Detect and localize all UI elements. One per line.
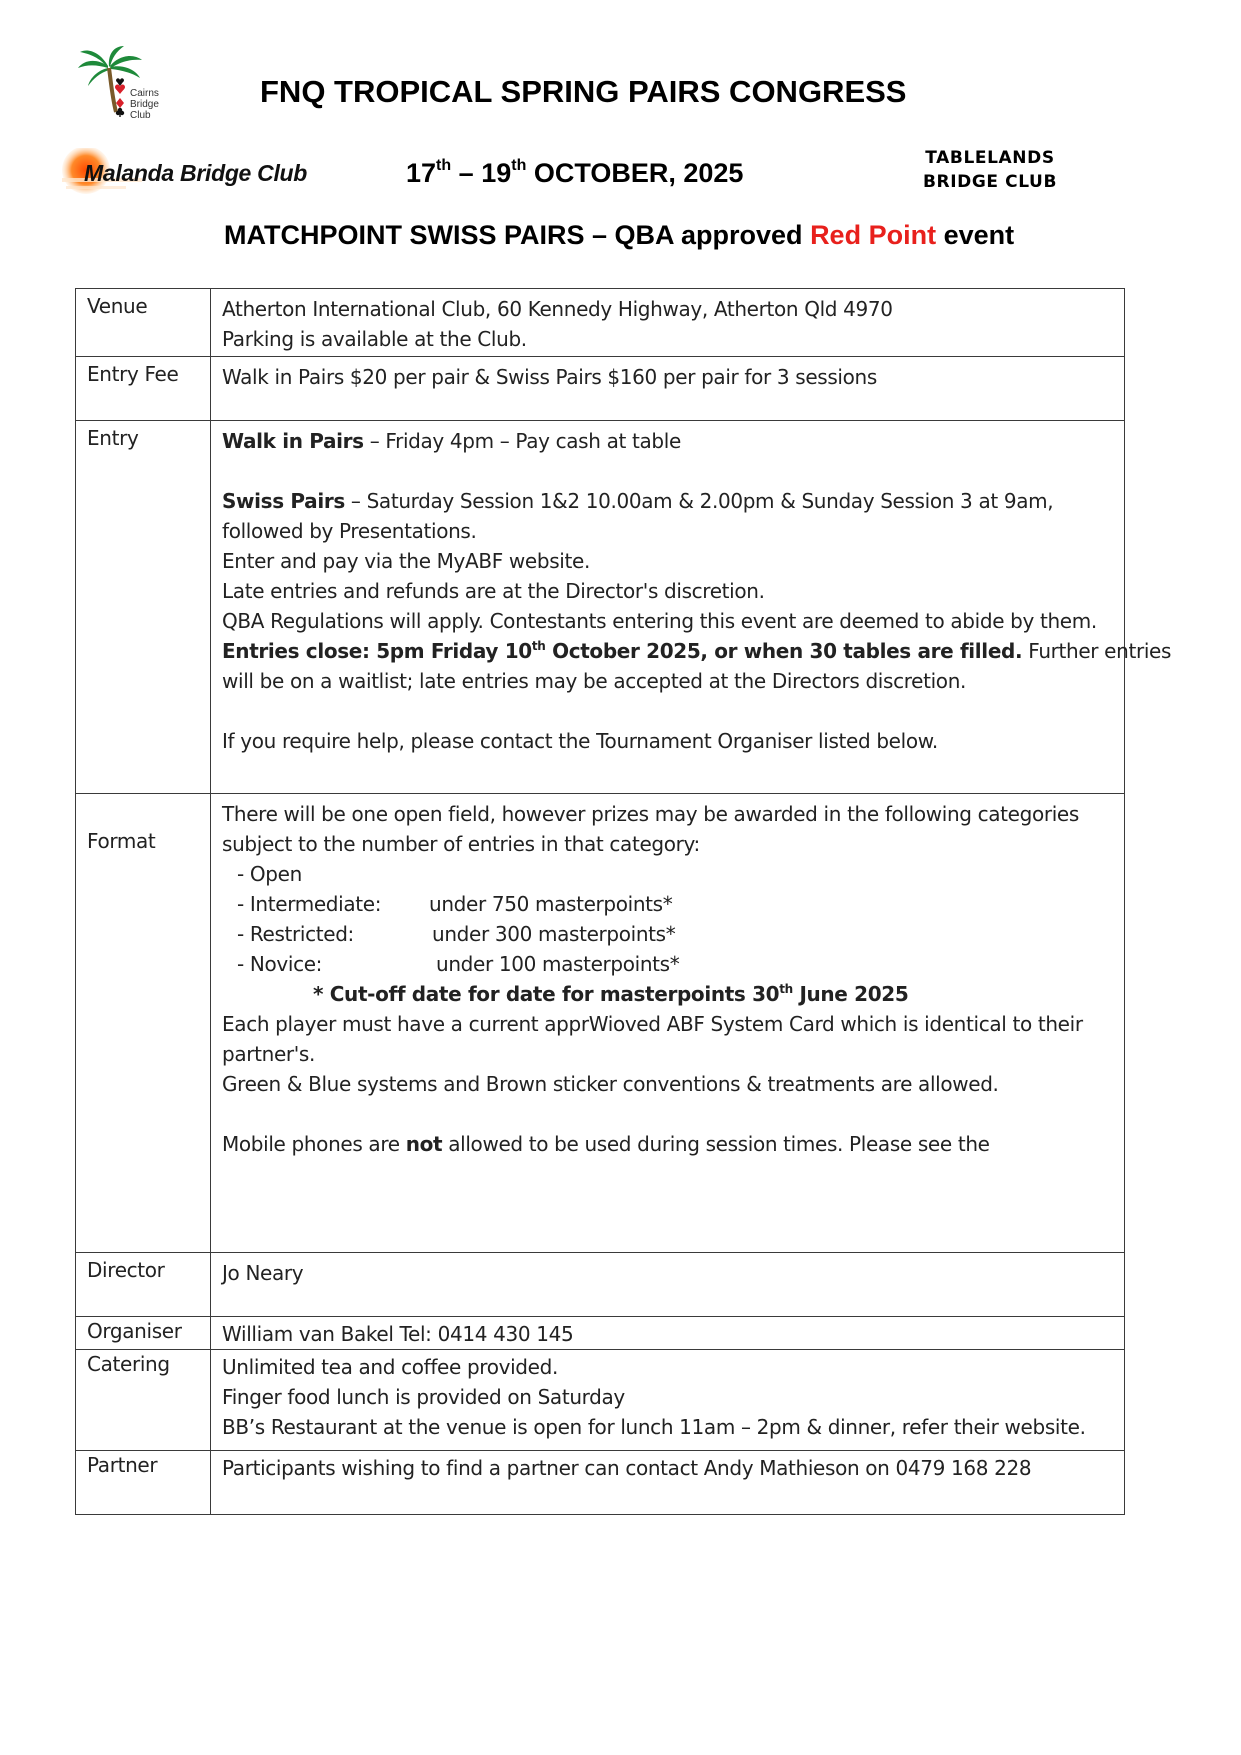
partner-value: Participants wishing to find a partner can contact Andy Mathieson on 0479 168 228 — [211, 1451, 1125, 1515]
catering-value: Unlimited tea and coffee provided. Finger food lunch is provided on Saturday BB’s Restaurant at the venue is open for lunch 11am – 2pm & dinner, refer their website. — [211, 1350, 1125, 1451]
organiser-value: William van Bakel Tel: 0414 430 145 — [211, 1317, 1125, 1350]
entry-fee-label: Entry Fee — [76, 357, 211, 421]
entry-fee-row — [76, 357, 1125, 421]
event-subtitle: MATCHPOINT SWISS PAIRS – QBA approved Red Point event — [224, 220, 1015, 250]
tablelands-logo-text: TABLELANDS BRIDGE CLUB — [922, 148, 1058, 192]
cutoff-note: * Cut-off date for date for masterpoints 30th June 2025 — [313, 982, 909, 1006]
cairns-logo-text: Cairns Bridge Club — [130, 88, 159, 121]
organiser-row — [76, 1317, 1125, 1350]
page-title: FNQ TROPICAL SPRING PAIRS CONGRESS — [260, 74, 907, 109]
venue-label: Venue — [76, 289, 211, 357]
catering-label: Catering — [76, 1350, 211, 1451]
event-info-table — [75, 288, 1172, 1515]
catering-row — [76, 1350, 1125, 1451]
malanda-logo-text: Malanda Bridge Club — [84, 160, 308, 186]
venue-value: Atherton International Club, 60 Kennedy Highway, Atherton Qld 4970 Parking is available at the Club. — [211, 289, 1125, 357]
format-value: There will be one open field, however prizes may be awarded in the following categories subject to the number of entries in that category: - Open - Intermediate: under 750 masterpoints* - Restricted: under 300 masterpoints* - Novice: under 100 masterpoints* * Cut-off date for date for masterpoints 30th June 2025 Each player must have a current apprWioved ABF System Card which is identical to their partner's. Green & Blue systems and Brown sticker conventions & treatments are allowed. Mobile phones are not allowed to be used during session times. Please see the — [211, 794, 1125, 1253]
organiser-label: Organiser — [76, 1317, 211, 1350]
entry-row — [76, 421, 1125, 794]
category-restricted: - Restricted: under 300 masterpoints* — [237, 922, 676, 946]
entry-label: Entry — [76, 421, 211, 794]
format-label: Format — [76, 794, 211, 1253]
partner-label: Partner — [76, 1451, 211, 1515]
entry-fee-value: Walk in Pairs $20 per pair & Swiss Pairs $160 per pair for 3 sessions — [211, 357, 1125, 421]
cairns-palm-logo — [76, 46, 176, 124]
format-row — [76, 794, 1125, 1253]
event-dates: 17th – 19th OCTOBER, 2025 — [406, 157, 744, 188]
partner-row — [76, 1451, 1125, 1515]
category-open: - Open — [237, 862, 302, 886]
category-novice: - Novice: under 100 masterpoints* — [237, 952, 680, 976]
entry-value: Walk in Pairs – Friday 4pm – Pay cash at table Swiss Pairs – Saturday Session 1&2 10.00am & 2.00pm & Sunday Session 3 at 9am, followed by Presentations. Enter and pay via the MyABF website. Late entries and refunds are at the Director's discretion. QBA Regulations will apply. Contestants entering this event are deemed to abide by them. Entries close: 5pm Friday 10th October 2025, or when 30 tables are filled. Further entries will be on a waitlist; late entries may be accepted at the Directors discretion. If you require help, please contact the Tournament Organiser listed below. — [211, 421, 1125, 794]
category-intermediate: - Intermediate: under 750 masterpoints* — [237, 892, 673, 916]
director-row — [76, 1253, 1125, 1317]
director-label: Director — [76, 1253, 211, 1317]
director-value: Jo Neary — [211, 1253, 1125, 1317]
red-point-text: Red Point — [810, 220, 937, 250]
venue-row — [76, 289, 1125, 357]
